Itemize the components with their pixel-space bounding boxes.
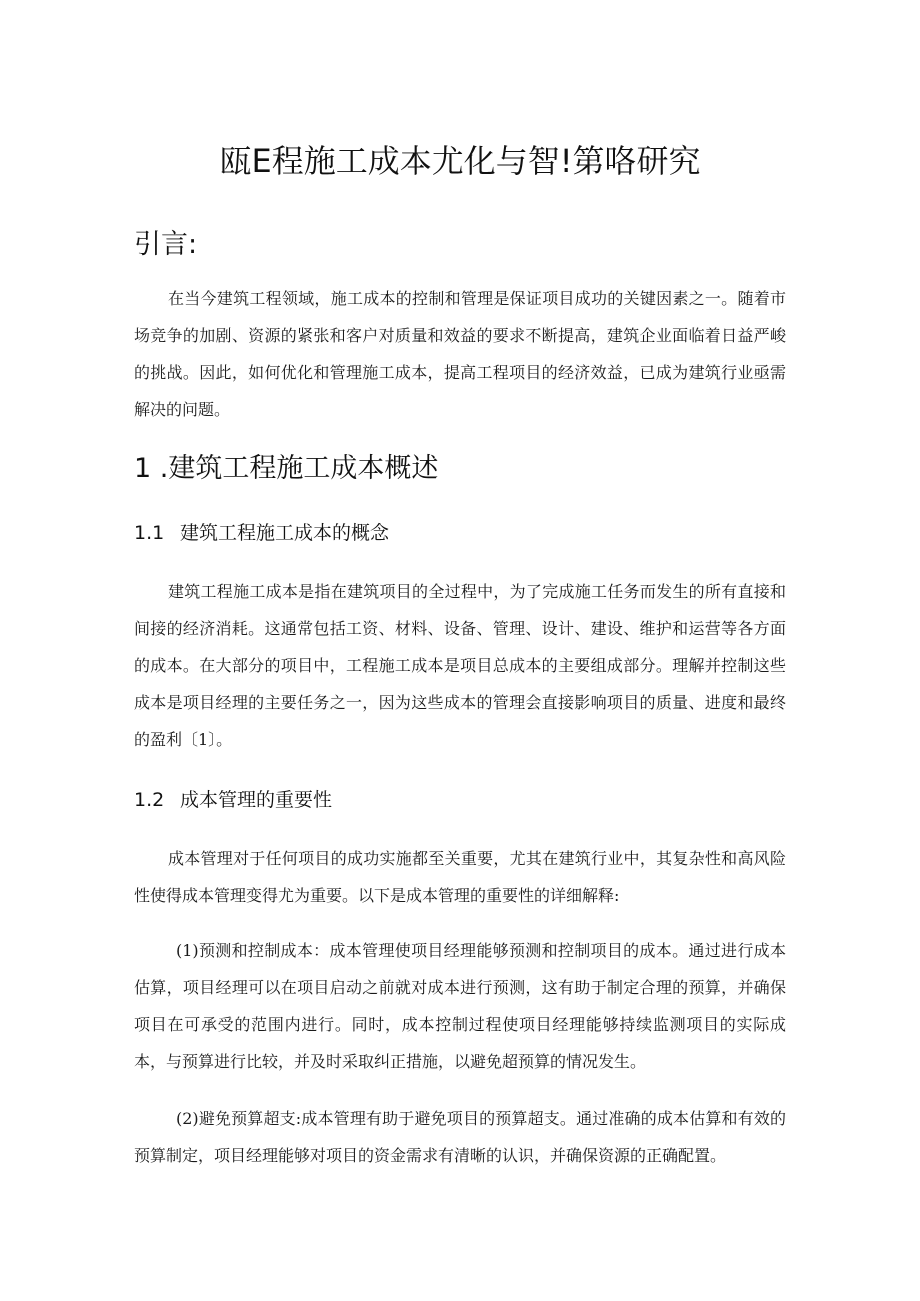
list-item-1: (1)预测和控制成本：成本管理使项目经理能够预测和控制项目的成本。通过进行成本估算，项目经理可以在项目启动之前就对成本进行预测，这有助于制定合理的预算，并确保项目在可承受的范围内进行。同时，成本控制过程使项目经理能够持续监测项目的实际成本，与预算进行比较，并及时采取纠正措施，以避免超预算的情况发生。 xyxy=(134,941,786,1071)
section-1-1-number: 1.1 xyxy=(134,522,165,544)
section-1-1-paragraph: 建筑工程施工成本是指在建筑项目的全过程中，为了完成施工任务而发生的所有直接和间接的经济消耗。这通常包括工资、材料、设备、管理、设计、建设、维护和运营等各方面的成本。在大部分的项目中，工程施工成本是项目总成本的主要组成部分。理解并控制这些成本是项目经理的主要任务之一，因为这些成本的管理会直接影响项目的质量、进度和最终的盈利〔1〕。 xyxy=(134,582,786,749)
section-1-2-paragraph: 成本管理对于任何项目的成功实施都至关重要，尤其在建筑行业中，其复杂性和高风险性使得成本管理变得尤为重要。以下是成本管理的重要性的详细解释: xyxy=(134,849,786,905)
section-1-2-number: 1.2 xyxy=(134,789,165,811)
section-1-1-heading xyxy=(134,518,389,545)
list-item-2: (2)避免预算超支:成本管理有助于避免项目的预算超支。通过准确的成本估算和有效的预算制定，项目经理能够对项目的资金需求有清晰的认识，并确保资源的正确配置。 xyxy=(134,1109,786,1165)
section-1-1-title: 建筑工程施工成本的概念 xyxy=(180,522,390,544)
intro-paragraph: 在当今建筑工程领域，施工成本的控制和管理是保证项目成功的关键因素之一。随着市场竞争的加剧、资源的紧张和客户对质量和效益的要求不断提高，建筑企业面临着日益严峻的挑战。因此，如何优化和管理施工成本，提高工程项目的经济效益，已成为建筑行业亟需解决的问题。 xyxy=(134,289,786,419)
section-1-heading: 1 .建筑工程施工成本概述 xyxy=(134,453,439,484)
intro-heading: 引言: xyxy=(134,229,198,260)
section-1-2-title: 成本管理的重要性 xyxy=(180,789,333,811)
section-1-2-heading xyxy=(134,785,332,812)
document-title: 瓯E程施工成本尤化与智!第咯研究 xyxy=(219,142,701,180)
